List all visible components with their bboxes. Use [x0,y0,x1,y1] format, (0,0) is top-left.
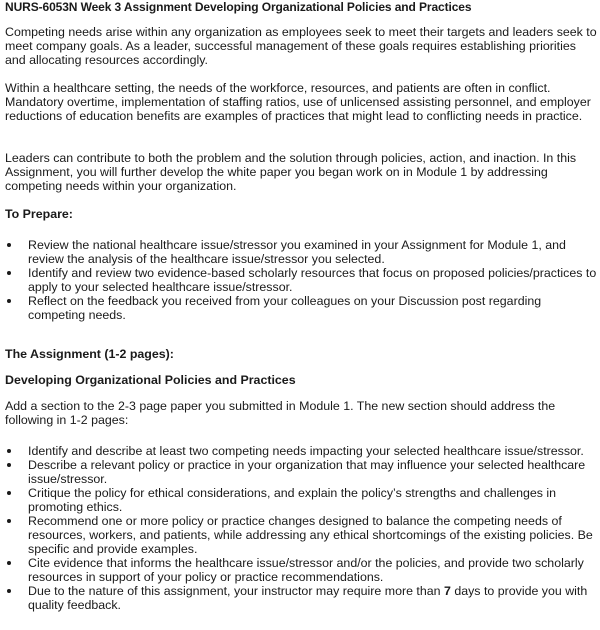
bullet-icon [7,463,11,467]
bullet-icon [7,299,11,303]
assignment-list [0,444,600,612]
list-item-text: Describe a relevant policy or practice in your organization that may influence your selected healthcare issue/stressor. [28,458,586,486]
bullet-icon [7,491,11,495]
list-item [0,514,600,556]
list-item-text [28,584,587,612]
list-item [0,458,600,486]
list-item [0,486,600,514]
due-text-after: days to provide you with quality feedback. [28,584,588,612]
assignment-heading: The Assignment (1-2 pages): [5,347,174,361]
list-item [0,444,600,458]
due-days-emphasis: 7 [443,584,451,598]
list-item-text: Identify and describe at least two competing needs impacting your selected healthcare issue/stressor. [28,444,584,458]
bullet-icon [7,589,11,593]
bullet-icon [7,243,11,247]
intro-paragraph-2: Within a healthcare setting, the needs of the workforce, resources, and patients are often in conflict. Mandatory overtime, implementation of staffing ratios, use of unlicensed assisting personnel, and employer reductions of education benefits are examples of practices that might lead to conflicting needs in practice. [5,81,591,123]
list-item [0,584,600,612]
prepare-list [0,238,600,322]
list-item [0,238,600,266]
assignment-subheading: Developing Organizational Policies and Practices [5,373,296,387]
list-item-text: Critique the policy for ethical considerations, and explain the policy’s strengths and challenges in promoting ethics. [28,486,557,514]
bullet-icon [7,519,11,523]
intro-paragraph-1: Competing needs arise within any organization as employees seek to meet their targets and leaders seek to meet company goals. As a leader, successful management of these goals requires establishing priorities and allocating resources accordingly. [5,25,597,67]
list-item-text: Cite evidence that informs the healthcare issue/stressor and/or the policies, and provide two scholarly resources in support of your policy or practice recommendations. [28,556,584,584]
list-item [0,556,600,584]
list-item [0,294,600,322]
list-item-text: Reflect on the feedback you received from your colleagues on your Discussion post regarding competing needs. [28,294,542,322]
bullet-icon [7,561,11,565]
bullet-icon [7,271,11,275]
list-item-text: Recommend one or more policy or practice changes designed to balance the competing needs of resources, workers, and patients, while addressing any ethical shortcomings of the existing policies. Be specific and provide examples. [28,514,593,556]
list-item [0,266,600,294]
list-item-text: Review the national healthcare issue/stressor you examined in your Assignment for Module 1, and review the analysis of the healthcare issue/stressor you selected. [28,238,566,266]
assignment-instructions: Add a section to the 2-3 page paper you submitted in Module 1. The new section should address the following in 1-2 pages: [5,399,556,427]
prepare-heading: To Prepare: [5,207,73,221]
due-text-before: Due to the nature of this assignment, your instructor may require more than [28,584,444,598]
list-item-text: Identify and review two evidence-based scholarly resources that focus on proposed policies/practices to apply to your selected healthcare issue/stressor. [28,266,597,294]
bullet-icon [7,449,11,453]
intro-paragraph-3: Leaders can contribute to both the problem and the solution through policies, action, and inaction. In this Assignment, you will further develop the white paper you began work on in Module 1 by addressing competing needs within your organization. [5,151,577,193]
document-title: NURS-6053N Week 3 Assignment Developing Organizational Policies and Practices [5,0,472,14]
